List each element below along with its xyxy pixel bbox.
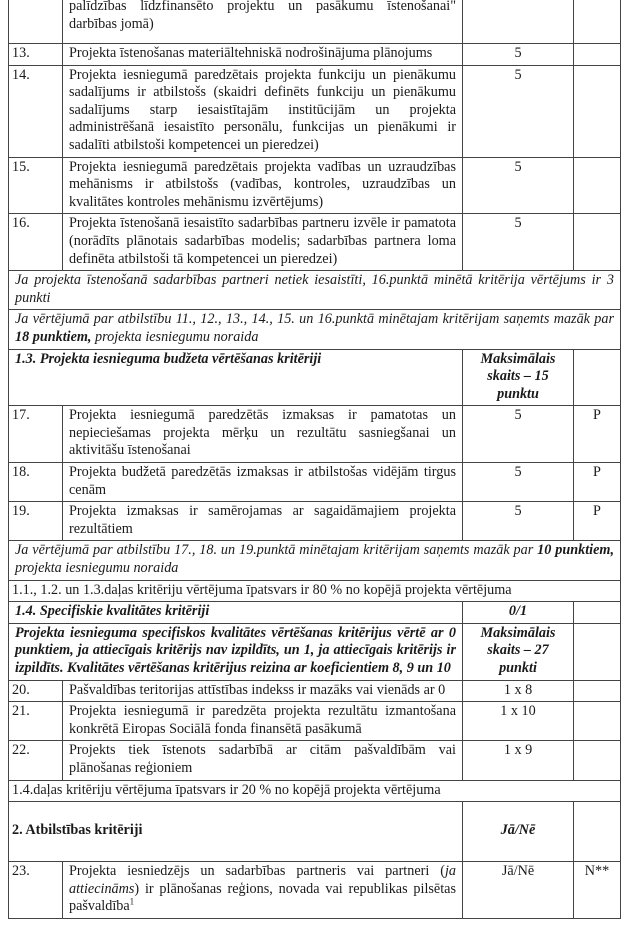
criterion-max: 5 bbox=[463, 406, 574, 463]
criterion-number: 19. bbox=[9, 502, 63, 541]
table-row bbox=[9, 862, 621, 919]
criterion-text: Projekta budžetā paredzētās izmaksas ir atbilstošas vidējām tirgus cenām bbox=[63, 463, 463, 502]
criterion-text: Projekta izmaksas ir samērojamas ar sagaidāmajiem projekta rezultātiem bbox=[63, 502, 463, 541]
criterion-text: Projekta iesniegumā ir paredzēta projekta rezultātu izmantošana konkrētā Eiropas Sociālā fonda finansētā pasākumā bbox=[63, 702, 463, 741]
section-max: Maksimālais skaits – 15 punktu bbox=[463, 349, 574, 406]
section-header-1-3 bbox=[9, 349, 621, 406]
criterion-number: 18. bbox=[9, 463, 63, 502]
section-scale: Jā/Nē bbox=[463, 802, 574, 862]
criterion-flag bbox=[574, 214, 621, 271]
criterion-max: Jā/Nē bbox=[463, 862, 574, 919]
note-16: Ja projekta īstenošanā sadarbības partneri netiek iesaistīti, 16.punktā minētā kritērija vērtējums ir 3 punkti bbox=[9, 271, 621, 310]
criterion-number: 22. bbox=[9, 741, 63, 780]
note-row bbox=[9, 541, 621, 580]
section-title: 1.3. Projekta iesnieguma budžeta vērtēšanas kritēriji bbox=[9, 349, 463, 406]
section-scale: 0/1 bbox=[463, 602, 574, 624]
note-18: Ja vērtējumā par atbilstību 11., 12., 13., 14., 15. un 16.punktā minētajam kritērijam saņemts mazāk par 18 punktiem, projekta iesniegumu noraida bbox=[9, 310, 621, 349]
criterion-number: 15. bbox=[9, 157, 63, 214]
section-desc: Projekta iesnieguma specifiskos kvalitātes vērtēšanas kritērijus vērtē ar 0 punktiem, ja attiecīgais kritērijs nav izpildīts, un 1, ja attiecīgais kritērijs ir izpildīts. Kvalitātes vērtēšanas kritērijus reizina ar koeficientiem 8, 9 un 10 bbox=[9, 623, 463, 680]
criterion-max: 1 x 8 bbox=[463, 680, 574, 702]
table-row bbox=[9, 0, 621, 44]
section-max: Maksimālais skaits – 27 punkti bbox=[463, 623, 574, 680]
criterion-flag: P bbox=[574, 463, 621, 502]
criterion-max: 5 bbox=[463, 157, 574, 214]
table-row bbox=[9, 702, 621, 741]
criterion-max: 1 x 9 bbox=[463, 741, 574, 780]
weight-row bbox=[9, 580, 621, 602]
criterion-number: 14. bbox=[9, 65, 63, 157]
footnote-ref: 1 bbox=[129, 896, 135, 907]
weight-20: 1.4.daļas kritēriju vērtējuma īpatsvars ir 20 % no kopējā projekta vērtējuma bbox=[9, 780, 621, 802]
section-title: 1.4. Specifiskie kvalitātes kritēriji bbox=[9, 602, 463, 624]
table-row bbox=[9, 157, 621, 214]
criterion-number: 21. bbox=[9, 702, 63, 741]
criterion-flag bbox=[574, 680, 621, 702]
note-row bbox=[9, 271, 621, 310]
criterion-text: Projekta iesniegumā paredzētais projekta vadības un uzraudzības mehānisms ir atbilstošs (vadības, kontroles, uzraudzības un kvalitātes kontroles mehānismu izvērtējums) bbox=[63, 157, 463, 214]
criterion-number: 13. bbox=[9, 44, 63, 66]
criterion-max: 5 bbox=[463, 502, 574, 541]
table-row bbox=[9, 406, 621, 463]
table-row bbox=[9, 44, 621, 66]
table-row bbox=[9, 680, 621, 702]
criterion-max: 5 bbox=[463, 65, 574, 157]
criterion-max: 5 bbox=[463, 44, 574, 66]
note-row bbox=[9, 310, 621, 349]
criterion-flag bbox=[574, 702, 621, 741]
weight-row bbox=[9, 780, 621, 802]
section-header-2 bbox=[9, 802, 621, 862]
criterion-number: 20. bbox=[9, 680, 63, 702]
table-row bbox=[9, 214, 621, 271]
criterion-max: 1 x 10 bbox=[463, 702, 574, 741]
criterion-flag: P bbox=[574, 406, 621, 463]
section-header-1-4 bbox=[9, 602, 621, 624]
criterion-max: 5 bbox=[463, 463, 574, 502]
criterion-text: Projekta iesniedzējs un sadarbības partneris vai partneri (ja attiecināms) ir plānošanas reģions, novada vai republikas pilsētas pašvaldība$^1$ bbox=[63, 862, 463, 919]
criterion-flag bbox=[574, 741, 621, 780]
criterion-text: Projekta īstenošanas materiāltehniskā nodrošinājuma plānojums bbox=[63, 44, 463, 66]
note-10: Ja vērtējumā par atbilstību 17., 18. un 19.punktā minētajam kritērijam saņemts mazāk par 10 punktiem, projekta iesniegumu noraida bbox=[9, 541, 621, 580]
table-row bbox=[9, 741, 621, 780]
criterion-flag: N** bbox=[574, 862, 621, 919]
criterion-number: 16. bbox=[9, 214, 63, 271]
criterion-flag bbox=[574, 65, 621, 157]
criterion-text: Projekta īstenošanā iesaistīto sadarbības partneru izvēle ir pamatota (norādīts plānotais sadarbības modelis; sadarbības partnera loma definēta atbilstoši tā kompetencei un pieredzei) bbox=[63, 214, 463, 271]
criterion-text: Projekta iesniegumā paredzētās izmaksas ir pamatotas un nepieciešamas projekta mērķu un rezultātu sasniegšanai un aktivitāšu īstenošanai bbox=[63, 406, 463, 463]
criterion-text: Projekts tiek īstenots sadarbībā ar citām pašvaldībām vai plānošanas reģioniem bbox=[63, 741, 463, 780]
criterion-flag bbox=[574, 44, 621, 66]
criterion-number: 23. bbox=[9, 862, 63, 919]
criterion-text: Pašvaldības teritorijas attīstības indekss ir mazāks vai vienāds ar 0 bbox=[63, 680, 463, 702]
table-row bbox=[9, 502, 621, 541]
weight-80: 1.1., 1.2. un 1.3.daļas kritēriju vērtējuma īpatsvars ir 80 % no kopējā projekta vērtējuma bbox=[9, 580, 621, 602]
evaluation-criteria-table bbox=[8, 0, 621, 919]
criterion-text: palīdzības līdzfinansēto projektu un pasākumu īstenošanai" darbības jomā) bbox=[63, 0, 463, 44]
criterion-text: Projekta iesniegumā paredzētais projekta funkciju un pienākumu sadalījums ir atbilstošs (skaidri definēts funkciju un pienākumu sadalījums starp iesaistītajām institūcijām un projekta administrēšanā iesaistīto personālu, funkcijas un pienākumi ir sadalīti atbilstoši kompetencei un pieredzei) bbox=[63, 65, 463, 157]
criterion-flag: P bbox=[574, 502, 621, 541]
criterion-max: 5 bbox=[463, 214, 574, 271]
criterion-number: 17. bbox=[9, 406, 63, 463]
table-row bbox=[9, 463, 621, 502]
table-row bbox=[9, 65, 621, 157]
section-title: 2. Atbilstības kritēriji bbox=[9, 802, 463, 862]
section-desc-row bbox=[9, 623, 621, 680]
criterion-flag bbox=[574, 157, 621, 214]
